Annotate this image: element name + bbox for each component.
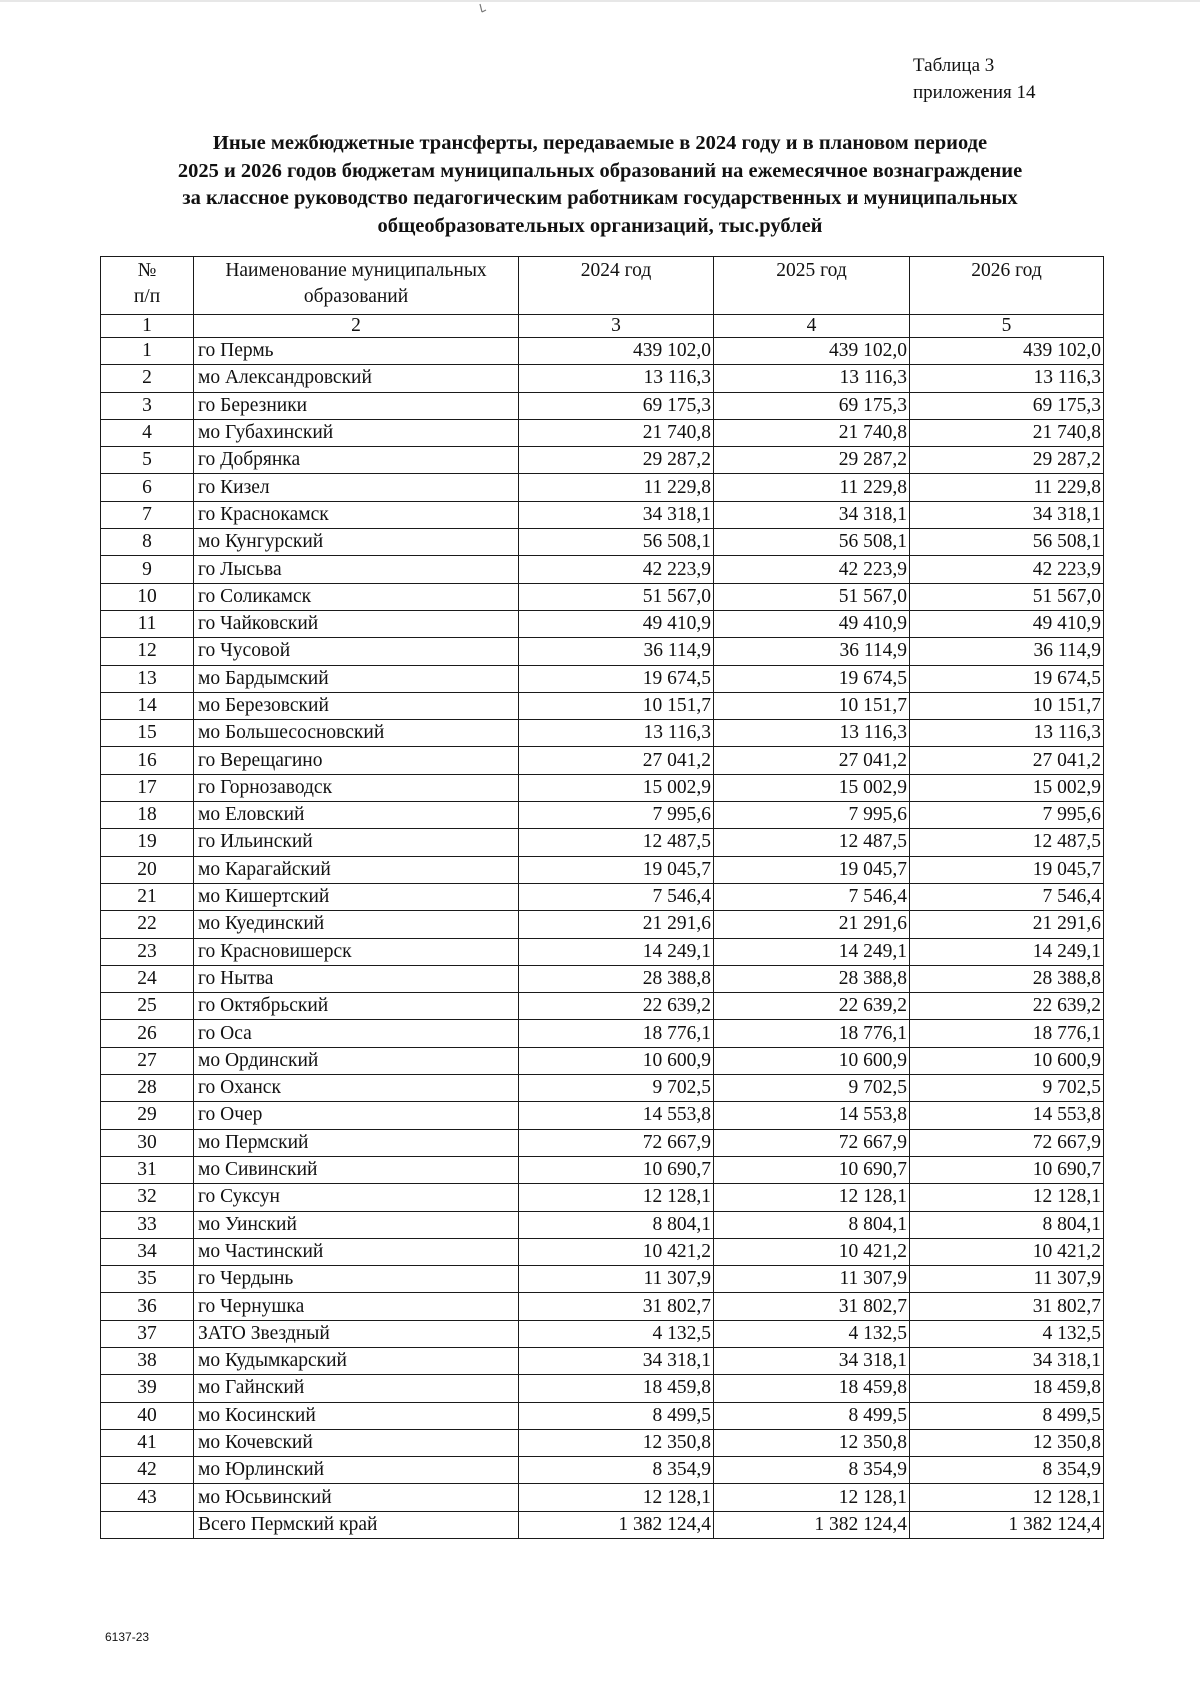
- value-2026: 72 667,9: [910, 1129, 1104, 1156]
- row-number: 16: [101, 747, 194, 774]
- table-body: [101, 338, 1104, 1539]
- value-2024: 28 388,8: [519, 965, 714, 992]
- value-2024: 12 128,1: [519, 1484, 714, 1511]
- value-2025: 4 132,5: [714, 1320, 910, 1347]
- transfers-table: [100, 256, 1104, 1539]
- value-2024: 7 546,4: [519, 883, 714, 910]
- row-number: 5: [101, 447, 194, 474]
- row-number: 35: [101, 1266, 194, 1293]
- value-2025: 28 388,8: [714, 965, 910, 992]
- row-number: 21: [101, 883, 194, 910]
- row-number: 15: [101, 720, 194, 747]
- row-number: 22: [101, 911, 194, 938]
- municipality-name: го Суксун: [194, 1184, 519, 1211]
- value-2026: 8 354,9: [910, 1457, 1104, 1484]
- value-2024: 51 567,0: [519, 583, 714, 610]
- total-row-number: [101, 1511, 194, 1538]
- table-row: [101, 1020, 1104, 1047]
- row-number: 33: [101, 1211, 194, 1238]
- value-2026: 14 553,8: [910, 1102, 1104, 1129]
- value-2026: 27 041,2: [910, 747, 1104, 774]
- value-2025: 18 776,1: [714, 1020, 910, 1047]
- scan-artifacts: [0, 0, 1200, 14]
- value-2024: 19 674,5: [519, 665, 714, 692]
- row-number: 42: [101, 1457, 194, 1484]
- header-number: № п/п: [101, 257, 194, 315]
- table-row: [101, 610, 1104, 637]
- value-2025: 51 567,0: [714, 583, 910, 610]
- value-2024: 18 776,1: [519, 1020, 714, 1047]
- header-year-2025: 2025 год: [714, 257, 910, 315]
- municipality-name: мо Большесосновский: [194, 720, 519, 747]
- table-row: [101, 1320, 1104, 1347]
- table-row: [101, 1429, 1104, 1456]
- total-2025: 1 382 124,4: [714, 1511, 910, 1538]
- value-2026: 7 995,6: [910, 802, 1104, 829]
- municipality-name: ЗАТО Звездный: [194, 1320, 519, 1347]
- value-2025: 12 350,8: [714, 1429, 910, 1456]
- value-2024: 12 350,8: [519, 1429, 714, 1456]
- row-number: 14: [101, 692, 194, 719]
- table-row: [101, 1347, 1104, 1374]
- table-row: [101, 392, 1104, 419]
- table-row: [101, 802, 1104, 829]
- table-row: [101, 556, 1104, 583]
- value-2025: 72 667,9: [714, 1129, 910, 1156]
- municipality-name: го Краснокамск: [194, 501, 519, 528]
- value-2024: 9 702,5: [519, 1075, 714, 1102]
- row-number: 23: [101, 938, 194, 965]
- table-row: [101, 447, 1104, 474]
- row-number: 17: [101, 774, 194, 801]
- row-number: 4: [101, 419, 194, 446]
- row-number: 7: [101, 501, 194, 528]
- header-year-2024: 2024 год: [519, 257, 714, 315]
- value-2025: 19 045,7: [714, 856, 910, 883]
- table-row: [101, 1102, 1104, 1129]
- value-2025: 56 508,1: [714, 529, 910, 556]
- value-2025: 10 600,9: [714, 1047, 910, 1074]
- value-2024: 34 318,1: [519, 501, 714, 528]
- value-2024: 11 229,8: [519, 474, 714, 501]
- document-title-line1: Иные межбюджетные трансферты, передаваемые в 2024 году и в плановом периоде: [212, 132, 988, 154]
- row-number: 13: [101, 665, 194, 692]
- value-2025: 11 229,8: [714, 474, 910, 501]
- value-2024: 27 041,2: [519, 747, 714, 774]
- municipality-name: го Оса: [194, 1020, 519, 1047]
- value-2025: 10 151,7: [714, 692, 910, 719]
- table-row: [101, 365, 1104, 392]
- row-number: 12: [101, 638, 194, 665]
- table-row: [101, 583, 1104, 610]
- municipality-name: мо Пермский: [194, 1129, 519, 1156]
- value-2025: 9 702,5: [714, 1075, 910, 1102]
- row-number: 41: [101, 1429, 194, 1456]
- value-2025: 10 421,2: [714, 1238, 910, 1265]
- row-number: 31: [101, 1156, 194, 1183]
- row-number: 19: [101, 829, 194, 856]
- municipality-name: го Чердынь: [194, 1266, 519, 1293]
- value-2024: 21 740,8: [519, 419, 714, 446]
- municipality-name: мо Уинский: [194, 1211, 519, 1238]
- value-2024: 8 804,1: [519, 1211, 714, 1238]
- value-2025: 439 102,0: [714, 338, 910, 365]
- value-2026: 7 546,4: [910, 883, 1104, 910]
- value-2025: 27 041,2: [714, 747, 910, 774]
- table-row: [101, 1075, 1104, 1102]
- value-2025: 69 175,3: [714, 392, 910, 419]
- value-2026: 10 151,7: [910, 692, 1104, 719]
- value-2024: 14 553,8: [519, 1102, 714, 1129]
- value-2024: 36 114,9: [519, 638, 714, 665]
- column-number: 2: [194, 315, 519, 338]
- value-2024: 31 802,7: [519, 1293, 714, 1320]
- value-2026: 34 318,1: [910, 1347, 1104, 1374]
- value-2025: 8 499,5: [714, 1402, 910, 1429]
- value-2024: 11 307,9: [519, 1266, 714, 1293]
- row-number: 18: [101, 802, 194, 829]
- row-number: 43: [101, 1484, 194, 1511]
- row-number: 37: [101, 1320, 194, 1347]
- municipality-name: го Нытва: [194, 965, 519, 992]
- row-number: 38: [101, 1347, 194, 1374]
- municipality-name: го Кизел: [194, 474, 519, 501]
- municipality-name: го Октябрьский: [194, 993, 519, 1020]
- value-2026: 8 804,1: [910, 1211, 1104, 1238]
- municipality-name: мо Косинский: [194, 1402, 519, 1429]
- value-2026: 19 674,5: [910, 665, 1104, 692]
- value-2025: 14 249,1: [714, 938, 910, 965]
- document-title: [95, 130, 1105, 240]
- row-number: 10: [101, 583, 194, 610]
- value-2024: 8 499,5: [519, 1402, 714, 1429]
- municipality-name: го Лысьва: [194, 556, 519, 583]
- municipality-name: мо Губахинский: [194, 419, 519, 446]
- value-2026: 56 508,1: [910, 529, 1104, 556]
- document-title-line2: 2025 и 2026 годов бюджетам муниципальных образований на ежемесячное вознаграждение: [177, 159, 1023, 182]
- value-2024: 29 287,2: [519, 447, 714, 474]
- value-2024: 69 175,3: [519, 392, 714, 419]
- table-row: [101, 474, 1104, 501]
- table-row: [101, 1266, 1104, 1293]
- table-row: [101, 1238, 1104, 1265]
- value-2024: 42 223,9: [519, 556, 714, 583]
- municipality-name: мо Кунгурский: [194, 529, 519, 556]
- municipality-name: го Оханск: [194, 1075, 519, 1102]
- table-reference: [913, 52, 1035, 106]
- value-2025: 13 116,3: [714, 365, 910, 392]
- value-2026: 11 307,9: [910, 1266, 1104, 1293]
- value-2024: 49 410,9: [519, 610, 714, 637]
- table-row: [101, 638, 1104, 665]
- municipality-name: мо Куединский: [194, 911, 519, 938]
- municipality-name: мо Бардымский: [194, 665, 519, 692]
- row-number: 1: [101, 338, 194, 365]
- table-row: [101, 829, 1104, 856]
- value-2025: 15 002,9: [714, 774, 910, 801]
- row-number: 32: [101, 1184, 194, 1211]
- value-2024: 34 318,1: [519, 1347, 714, 1374]
- table-row: [101, 720, 1104, 747]
- table-row: [101, 1402, 1104, 1429]
- municipality-name: мо Частинский: [194, 1238, 519, 1265]
- value-2025: 31 802,7: [714, 1293, 910, 1320]
- value-2024: 19 045,7: [519, 856, 714, 883]
- municipality-name: мо Березовский: [194, 692, 519, 719]
- municipality-name: го Чайковский: [194, 610, 519, 637]
- table-header-row: [101, 257, 1104, 315]
- row-number: 2: [101, 365, 194, 392]
- municipality-name: мо Сивинский: [194, 1156, 519, 1183]
- value-2024: 439 102,0: [519, 338, 714, 365]
- municipality-name: мо Юсьвинский: [194, 1484, 519, 1511]
- value-2026: 22 639,2: [910, 993, 1104, 1020]
- table-row: [101, 419, 1104, 446]
- value-2026: 28 388,8: [910, 965, 1104, 992]
- value-2026: 49 410,9: [910, 610, 1104, 637]
- table-row: [101, 1375, 1104, 1402]
- value-2025: 7 546,4: [714, 883, 910, 910]
- row-number: 26: [101, 1020, 194, 1047]
- municipality-name: го Соликамск: [194, 583, 519, 610]
- value-2026: 19 045,7: [910, 856, 1104, 883]
- value-2026: 21 740,8: [910, 419, 1104, 446]
- table-row: [101, 938, 1104, 965]
- value-2025: 36 114,9: [714, 638, 910, 665]
- value-2026: 9 702,5: [910, 1075, 1104, 1102]
- value-2024: 22 639,2: [519, 993, 714, 1020]
- value-2024: 10 690,7: [519, 1156, 714, 1183]
- row-number: 6: [101, 474, 194, 501]
- value-2026: 42 223,9: [910, 556, 1104, 583]
- value-2024: 14 249,1: [519, 938, 714, 965]
- value-2026: 12 128,1: [910, 1484, 1104, 1511]
- value-2026: 10 421,2: [910, 1238, 1104, 1265]
- column-number: 4: [714, 315, 910, 338]
- value-2025: 7 995,6: [714, 802, 910, 829]
- value-2024: 21 291,6: [519, 911, 714, 938]
- value-2024: 8 354,9: [519, 1457, 714, 1484]
- table-row: [101, 965, 1104, 992]
- table-row: [101, 911, 1104, 938]
- value-2026: 51 567,0: [910, 583, 1104, 610]
- value-2026: 29 287,2: [910, 447, 1104, 474]
- row-number: 28: [101, 1075, 194, 1102]
- municipality-name: мо Александровский: [194, 365, 519, 392]
- value-2026: 18 459,8: [910, 1375, 1104, 1402]
- row-number: 25: [101, 993, 194, 1020]
- municipality-name: мо Гайнский: [194, 1375, 519, 1402]
- value-2024: 56 508,1: [519, 529, 714, 556]
- value-2024: 10 600,9: [519, 1047, 714, 1074]
- header-year-2026: 2026 год: [910, 257, 1104, 315]
- table-row: [101, 1129, 1104, 1156]
- table-row: [101, 993, 1104, 1020]
- value-2024: 7 995,6: [519, 802, 714, 829]
- total-2024: 1 382 124,4: [519, 1511, 714, 1538]
- value-2026: 21 291,6: [910, 911, 1104, 938]
- table-row: [101, 338, 1104, 365]
- value-2026: 10 690,7: [910, 1156, 1104, 1183]
- value-2026: 12 487,5: [910, 829, 1104, 856]
- municipality-name: го Березники: [194, 392, 519, 419]
- total-row: [101, 1511, 1104, 1538]
- value-2026: 36 114,9: [910, 638, 1104, 665]
- row-number: 9: [101, 556, 194, 583]
- table-row: [101, 529, 1104, 556]
- value-2025: 34 318,1: [714, 1347, 910, 1374]
- table-row: [101, 1293, 1104, 1320]
- value-2026: 12 128,1: [910, 1184, 1104, 1211]
- row-number: 27: [101, 1047, 194, 1074]
- table-row: [101, 856, 1104, 883]
- value-2025: 13 116,3: [714, 720, 910, 747]
- municipality-name: го Красновишерск: [194, 938, 519, 965]
- municipality-name: го Верещагино: [194, 747, 519, 774]
- value-2026: 10 600,9: [910, 1047, 1104, 1074]
- table-row: [101, 1156, 1104, 1183]
- value-2025: 8 804,1: [714, 1211, 910, 1238]
- value-2026: 31 802,7: [910, 1293, 1104, 1320]
- value-2025: 18 459,8: [714, 1375, 910, 1402]
- value-2024: 12 487,5: [519, 829, 714, 856]
- municipality-name: мо Карагайский: [194, 856, 519, 883]
- row-number: 39: [101, 1375, 194, 1402]
- table-row: [101, 665, 1104, 692]
- municipality-name: мо Ординский: [194, 1047, 519, 1074]
- row-number: 8: [101, 529, 194, 556]
- table-row: [101, 883, 1104, 910]
- municipality-name: го Пермь: [194, 338, 519, 365]
- table-row: [101, 1484, 1104, 1511]
- table-reference-line2: приложения 14: [913, 82, 1036, 103]
- value-2025: 19 674,5: [714, 665, 910, 692]
- municipality-name: мо Еловский: [194, 802, 519, 829]
- value-2026: 8 499,5: [910, 1402, 1104, 1429]
- municipality-name: мо Юрлинский: [194, 1457, 519, 1484]
- municipality-name: го Ильинский: [194, 829, 519, 856]
- row-number: 24: [101, 965, 194, 992]
- value-2025: 21 740,8: [714, 419, 910, 446]
- column-number-row: [101, 315, 1104, 338]
- value-2025: 42 223,9: [714, 556, 910, 583]
- value-2025: 10 690,7: [714, 1156, 910, 1183]
- total-label: Всего Пермский край: [194, 1511, 519, 1538]
- value-2025: 11 307,9: [714, 1266, 910, 1293]
- value-2025: 12 128,1: [714, 1184, 910, 1211]
- value-2026: 13 116,3: [910, 365, 1104, 392]
- value-2026: 14 249,1: [910, 938, 1104, 965]
- value-2025: 14 553,8: [714, 1102, 910, 1129]
- municipality-name: го Добрянка: [194, 447, 519, 474]
- column-number: 5: [910, 315, 1104, 338]
- total-2026: 1 382 124,4: [910, 1511, 1104, 1538]
- row-number: 30: [101, 1129, 194, 1156]
- value-2025: 12 128,1: [714, 1484, 910, 1511]
- value-2025: 21 291,6: [714, 911, 910, 938]
- value-2026: 18 776,1: [910, 1020, 1104, 1047]
- value-2026: 439 102,0: [910, 338, 1104, 365]
- value-2026: 15 002,9: [910, 774, 1104, 801]
- document-code: 6137-23: [105, 1630, 150, 1644]
- value-2025: 12 487,5: [714, 829, 910, 856]
- municipality-name: го Чусовой: [194, 638, 519, 665]
- table-row: [101, 692, 1104, 719]
- table-reference-line1: Таблица 3: [913, 55, 995, 76]
- document-title-line4: общеобразовательных организаций, тыс.рублей: [377, 214, 823, 237]
- value-2026: 11 229,8: [910, 474, 1104, 501]
- municipality-name: мо Кишертский: [194, 883, 519, 910]
- value-2026: 34 318,1: [910, 501, 1104, 528]
- municipality-name: мо Кочевский: [194, 1429, 519, 1456]
- column-number: 3: [519, 315, 714, 338]
- row-number: 29: [101, 1102, 194, 1129]
- row-number: 11: [101, 610, 194, 637]
- value-2024: 12 128,1: [519, 1184, 714, 1211]
- row-number: 34: [101, 1238, 194, 1265]
- row-number: 20: [101, 856, 194, 883]
- municipality-name: го Чернушка: [194, 1293, 519, 1320]
- table-row: [101, 1457, 1104, 1484]
- table-row: [101, 747, 1104, 774]
- row-number: 36: [101, 1293, 194, 1320]
- table-row: [101, 774, 1104, 801]
- municipality-name: го Очер: [194, 1102, 519, 1129]
- table-row: [101, 1211, 1104, 1238]
- table-row: [101, 1184, 1104, 1211]
- value-2024: 15 002,9: [519, 774, 714, 801]
- value-2026: 69 175,3: [910, 392, 1104, 419]
- value-2024: 4 132,5: [519, 1320, 714, 1347]
- value-2024: 10 151,7: [519, 692, 714, 719]
- value-2025: 22 639,2: [714, 993, 910, 1020]
- document-title-line3: за классное руководство педагогическим работникам государственных и муниципальных: [182, 187, 1018, 209]
- row-number: 40: [101, 1402, 194, 1429]
- value-2024: 72 667,9: [519, 1129, 714, 1156]
- header-municipality-name: Наименование муниципальных образований: [194, 257, 519, 315]
- value-2025: 34 318,1: [714, 501, 910, 528]
- value-2024: 13 116,3: [519, 365, 714, 392]
- row-number: 3: [101, 392, 194, 419]
- municipality-name: мо Кудымкарский: [194, 1347, 519, 1374]
- value-2024: 18 459,8: [519, 1375, 714, 1402]
- value-2026: 13 116,3: [910, 720, 1104, 747]
- value-2026: 12 350,8: [910, 1429, 1104, 1456]
- value-2025: 8 354,9: [714, 1457, 910, 1484]
- column-number: 1: [101, 315, 194, 338]
- value-2025: 49 410,9: [714, 610, 910, 637]
- table-row: [101, 1047, 1104, 1074]
- value-2024: 13 116,3: [519, 720, 714, 747]
- value-2025: 29 287,2: [714, 447, 910, 474]
- value-2026: 4 132,5: [910, 1320, 1104, 1347]
- table-row: [101, 501, 1104, 528]
- value-2024: 10 421,2: [519, 1238, 714, 1265]
- municipality-name: го Горнозаводск: [194, 774, 519, 801]
